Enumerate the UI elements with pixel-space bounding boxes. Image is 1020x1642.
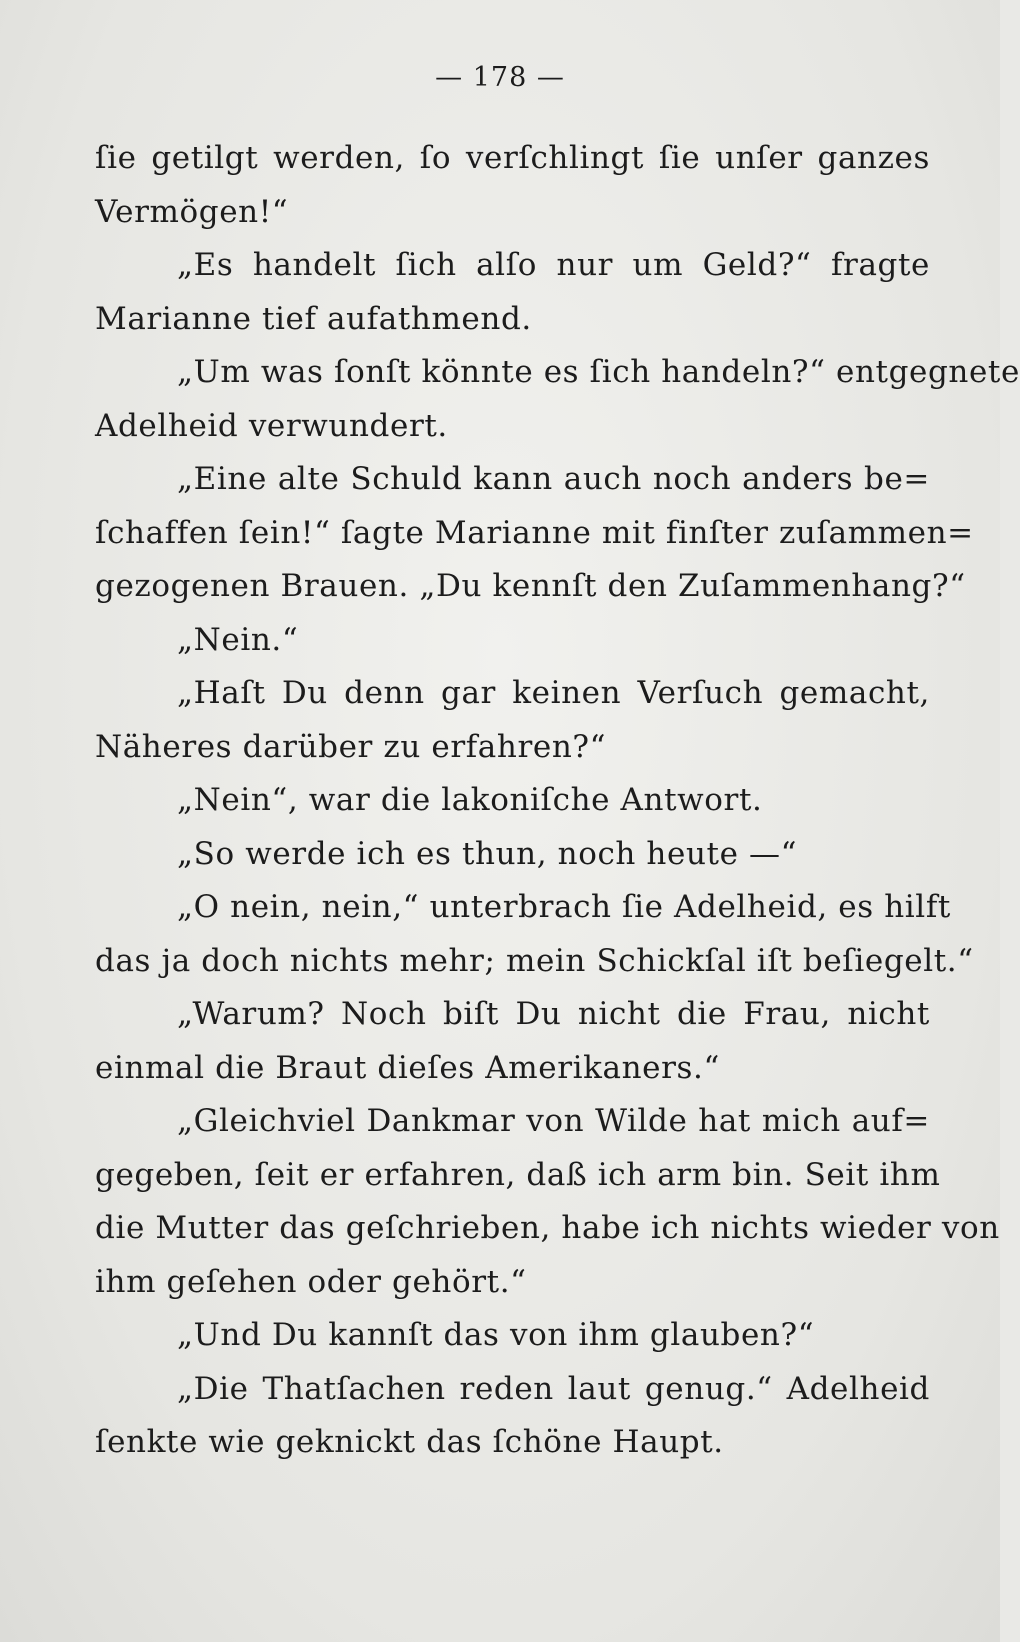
- text-line: „Nein“, war die lakoniſche Antwort.: [177, 782, 763, 818]
- text-line: „Warum? Noch biſt Du nicht die Frau, nicht: [177, 996, 930, 1032]
- text-line: Näheres darüber zu erfahren?“: [95, 728, 607, 765]
- body-text: [95, 132, 1020, 1470]
- text-line: „So werde ich es thun, noch heute —“: [177, 835, 798, 872]
- page-number: — 178 —: [435, 62, 565, 93]
- text-line: „O nein, nein,“ unterbrach ſie Adelheid, es hilft: [177, 889, 951, 925]
- text-line: Vermögen!“: [95, 193, 289, 230]
- text-line: das ja doch nichts mehr; mein Schickſal iſt beſiegelt.“: [95, 942, 974, 979]
- text-line: „Eine alte Schuld kann auch noch anders be=: [177, 461, 930, 497]
- text-line: „Nein.“: [177, 621, 299, 658]
- text-line: gezogenen Brauen. „Du kennſt den Zuſammenhang?“: [95, 568, 966, 604]
- text-line: ſchaffen ſein!“ ſagte Marianne mit finſter zuſammen=: [95, 514, 974, 551]
- text-line: „Um was ſonſt könnte es ſich handeln?“ entgegnete: [177, 354, 1020, 390]
- text-line: „Und Du kannſt das von ihm glauben?“: [177, 1317, 815, 1353]
- text-line: einmal die Braut dieſes Amerikaners.“: [95, 1049, 720, 1086]
- text-line: „Es handelt ſich alſo nur um Geld?“ fragte: [177, 247, 930, 283]
- text-line: ſie getilgt werden, ſo verſchlingt ſie unſer ganzes: [95, 140, 930, 176]
- text-line: Marianne tief aufathmend.: [95, 300, 532, 337]
- text-line: ſenkte wie geknickt das ſchöne Haupt.: [95, 1424, 724, 1460]
- text-line: ihm geſehen oder gehört.“: [95, 1263, 527, 1300]
- text-line: „Haſt Du denn gar keinen Verſuch gemacht,: [177, 675, 930, 711]
- text-line: „Gleichviel Dankmar von Wilde hat mich auf=: [177, 1103, 930, 1139]
- text-line: die Mutter das geſchrieben, habe ich nichts wieder von: [95, 1210, 1000, 1246]
- text-line: Adelheid verwundert.: [95, 407, 448, 444]
- text-line: „Die Thatſachen reden laut genug.“ Adelheid: [177, 1370, 930, 1407]
- text-line: gegeben, ſeit er erfahren, daß ich arm bin. Seit ihm: [95, 1156, 941, 1193]
